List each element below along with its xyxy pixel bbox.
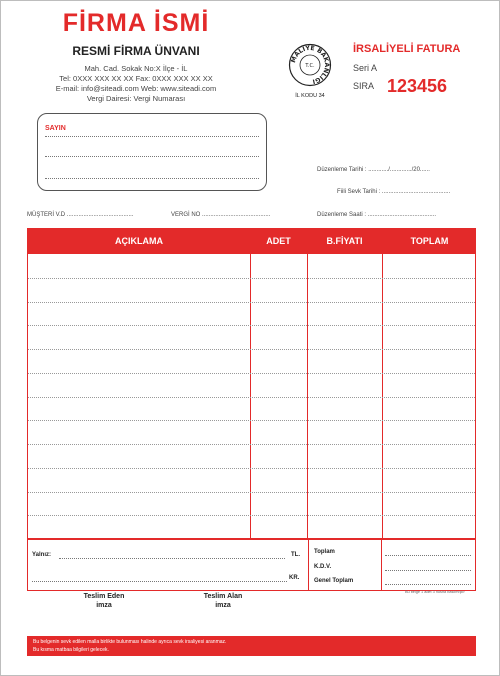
footer-note: Bu belgenin sevk edilen malla birlikte bulunması halinde ayrıca sevk irsaliyesi aranmaz. — [33, 639, 227, 645]
vat-value-line — [385, 570, 471, 571]
delivered-by-label: Teslim Eden — [83, 593, 125, 600]
table-row — [28, 373, 475, 374]
table-row — [28, 492, 475, 493]
company-email-web: E-mail: info@siteadi.com Web: www.siteadi.com — [55, 84, 217, 93]
totals-value-divider — [381, 540, 382, 590]
header-total: TOPLAM — [410, 236, 449, 246]
items-table — [27, 228, 476, 539]
issue-time: Düzenleme Saati : ......................................... — [317, 212, 437, 218]
grand-total-label: Genel Toplam — [314, 578, 354, 584]
header-quantity: ADET — [266, 236, 291, 246]
table-row — [28, 444, 475, 445]
header-description: AÇIKLAMA — [115, 236, 163, 246]
customer-line — [45, 156, 259, 157]
company-tax-office: Vergi Dairesi: Vergi Numarası — [86, 94, 186, 103]
tl-label: TL. — [291, 552, 300, 558]
issue-date: Düzenleme Tarihi : ............/............./20...... — [317, 167, 430, 173]
print-note: Bu belge 1 adet 3 nüsha basılmıştır — [405, 590, 465, 594]
grand-total-value-line — [385, 584, 471, 585]
serial-number: 123456 — [387, 76, 448, 96]
received-by-sign: imza — [215, 602, 231, 609]
seal-ring-text: MALİYE BAKANLIĞI — [290, 44, 331, 85]
amount-in-words-label: Yalnız: — [32, 552, 52, 558]
seal-code: İL KODU 34 — [295, 93, 325, 99]
customer-label: SAYIN — [45, 125, 66, 132]
total-label: Toplam — [314, 549, 335, 555]
kr-label: KR. — [289, 575, 300, 581]
vat-label: K.D.V. — [314, 564, 332, 570]
company-address: Mah. Cad. Sokak No:X İlçe - İL — [84, 64, 188, 73]
table-row — [28, 302, 475, 303]
customer-line — [45, 178, 259, 179]
footer-bar — [27, 636, 476, 656]
customer-box — [37, 113, 267, 191]
total-value-line — [385, 555, 471, 556]
company-title: RESMİ FİRMA ÜNVANI — [72, 44, 200, 58]
header-unit-price: B.FİYATI — [326, 236, 363, 246]
table-row — [28, 278, 475, 279]
invoice-series: Seri A — [353, 63, 378, 73]
customer-line — [45, 136, 259, 137]
ministry-seal-icon — [288, 43, 332, 87]
amount-in-words-line — [32, 581, 287, 582]
table-row — [28, 515, 475, 516]
amount-in-words-line — [59, 558, 285, 559]
invoice-title: İRSALİYELİ FATURA — [353, 43, 461, 55]
table-row — [28, 420, 475, 421]
customer-tax-office: MÜŞTERİ V.D ........................................ — [27, 212, 134, 218]
received-by-label: Teslim Alan — [203, 593, 243, 600]
seal-center-text: T.C. — [305, 63, 315, 69]
customer-tax-no: VERGİ NO ......................................... — [171, 212, 271, 218]
delivered-by-sign: imza — [96, 602, 112, 609]
serial-label: SIRA — [353, 81, 375, 91]
table-row — [28, 468, 475, 469]
shipment-date: Fiili Sevk Tarihi : ......................................... — [337, 189, 451, 195]
company-name: FİRMA İSMİ — [62, 9, 210, 37]
totals-divider — [308, 540, 309, 590]
table-row — [28, 397, 475, 398]
footer-printer-info: Bu kısma matbaa bilgileri gelecek. — [33, 647, 109, 653]
company-phone-fax: Tel: 0XXX XXX XX XX Fax: 0XXX XXX XX XX — [59, 74, 213, 83]
table-row — [28, 349, 475, 350]
table-header — [28, 229, 475, 254]
table-row — [28, 325, 475, 326]
